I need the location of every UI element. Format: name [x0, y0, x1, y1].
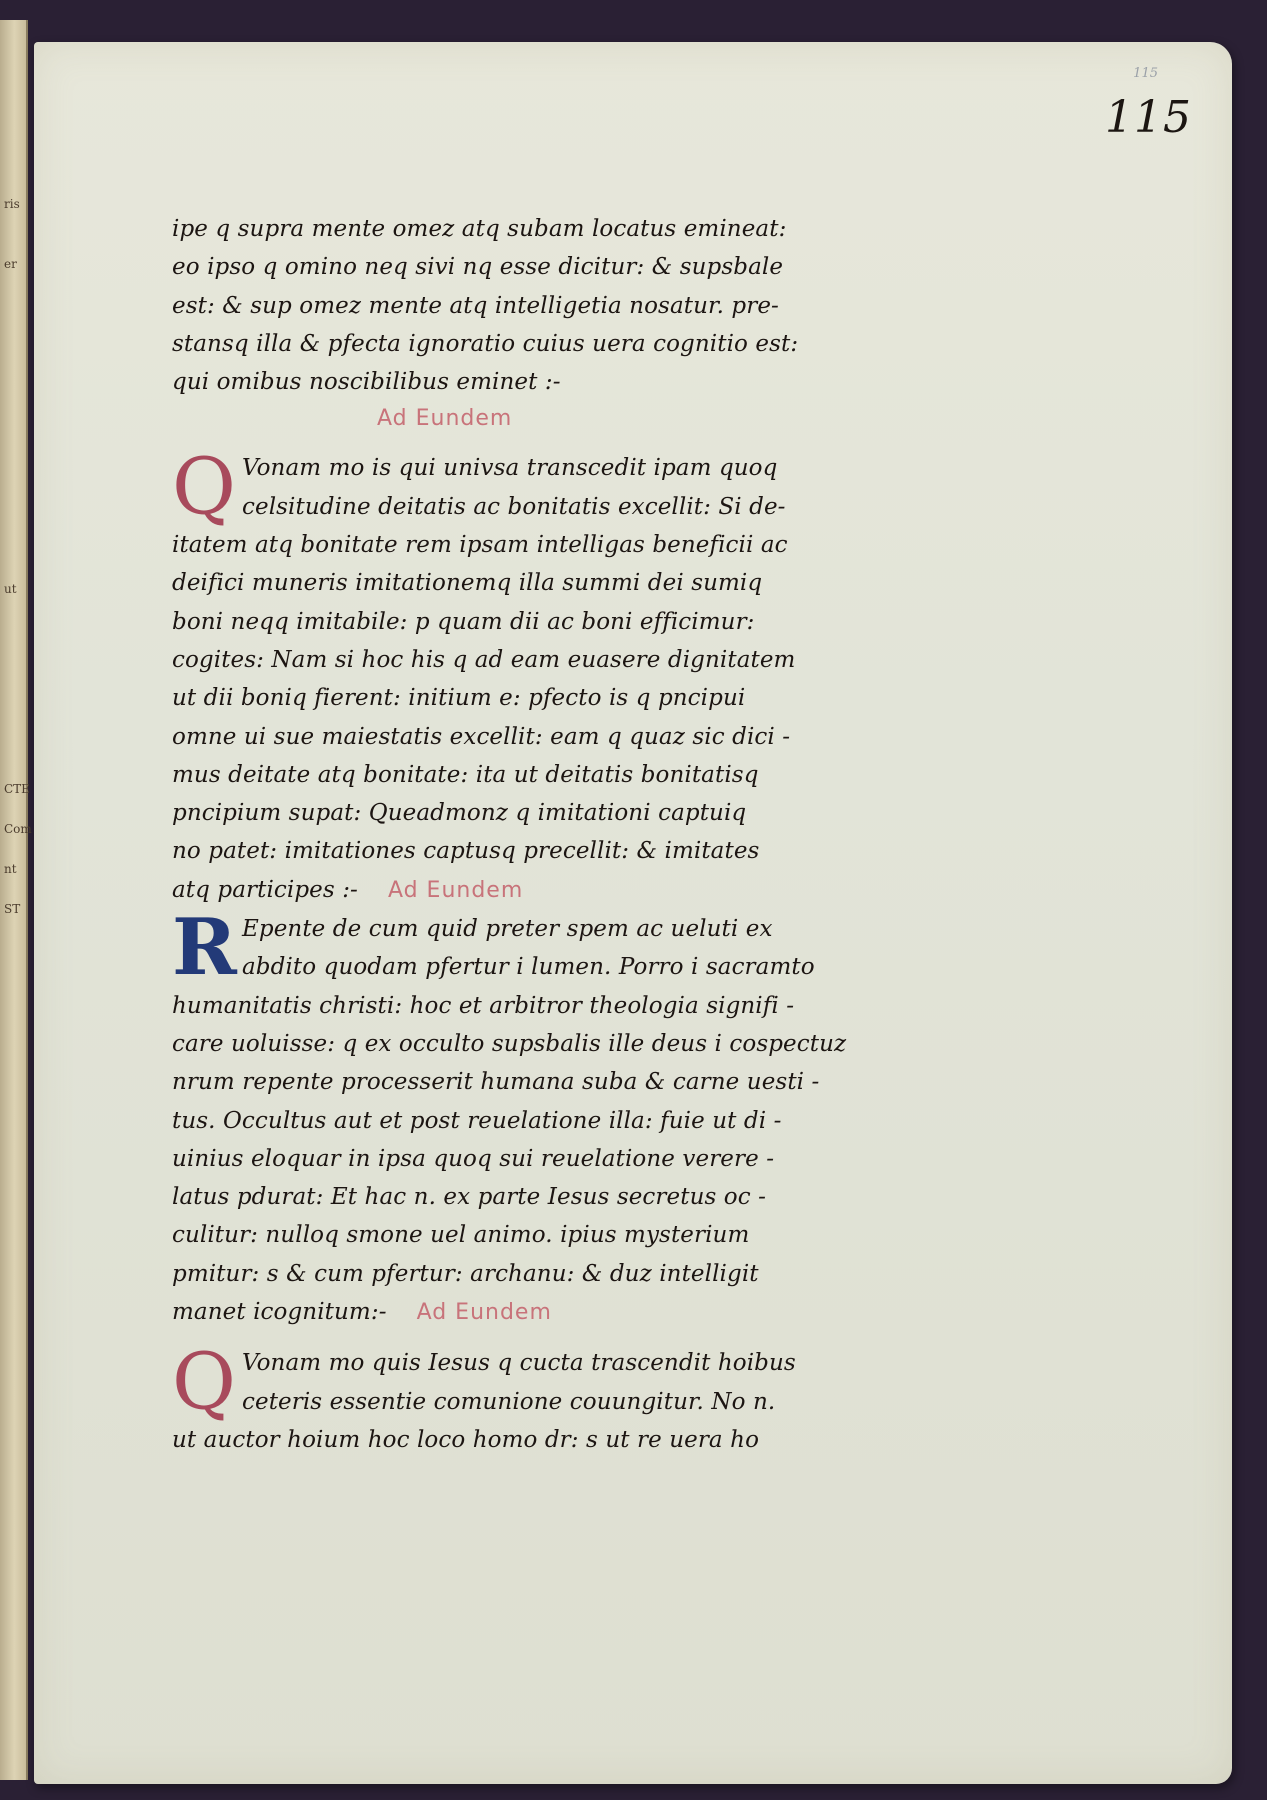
text-line: omne ui sue maiestatis excellit: eam q quaz sic dici -: [172, 723, 791, 750]
text-line: [172, 1293, 972, 1332]
text-line: celsitudine deitatis ac bonitatis excellit: Si de-: [242, 493, 786, 520]
facing-page-edge: [0, 20, 32, 1780]
rubric-heading: Ad Eundem: [377, 406, 513, 432]
margin-fragment: er: [4, 257, 17, 271]
text-column: [172, 210, 972, 1459]
text-line: qui omibus noscibilibus eminet :-: [172, 369, 561, 396]
text-line: ut auctor hoium hoc loco homo dr: s ut re uera ho: [172, 1426, 760, 1453]
text-line: pmitur: s & cum pfertur: archanu: & duz intelligit: [172, 1260, 759, 1287]
text-line: humanitatis christi: hoc et arbitror theologia signifi -: [172, 992, 795, 1019]
text-line: nrum repente processerit humana suba & carne uesti -: [172, 1069, 820, 1096]
text-line: itatem atq bonitate rem ipsam intelligas beneficii ac: [172, 532, 788, 559]
text-line: est: & sup omez mente atq intelligetia nosatur. pre-: [172, 292, 779, 319]
text-line-end: atq participes :-: [172, 876, 358, 903]
text-line: [172, 871, 972, 910]
text-line: stansq illa & pfecta ignoratio cuius uera cognitio est:: [172, 330, 799, 357]
text-line: tus. Occultus aut et post reuelatione illa: fuie ut di -: [172, 1107, 782, 1134]
margin-fragment: nt: [4, 862, 17, 876]
text-line: eo ipso q omino neq sivi nq esse dicitur: & supsbale: [172, 254, 784, 281]
paragraph-2: [172, 442, 972, 533]
text-line: ceteris essentie comunione couungitur. No n.: [242, 1388, 776, 1415]
text-line: ut dii boniq fierent: initium e: pfecto is q pncipui: [172, 685, 746, 712]
folio-number-pencil: 115: [1133, 66, 1158, 81]
margin-fragment: ris: [4, 197, 20, 211]
margin-fragment: ut: [4, 582, 17, 596]
text-line: no patet: imitationes captusq precellit: & imitates: [172, 838, 760, 865]
initial-letter: Q: [172, 1337, 236, 1428]
text-line: culitur: nulloq smone uel animo. ipius mysterium: [172, 1222, 750, 1249]
text-line: latus pdurat: Et hac n. ex parte Iesus secretus oc -: [172, 1184, 767, 1211]
text-line: Epente de cum quid preter spem ac ueluti ex: [242, 916, 773, 943]
paragraph-4: [172, 1337, 972, 1428]
margin-fragment: ST: [4, 902, 21, 916]
initial-letter: R: [172, 902, 237, 994]
text-line-end: manet icognitum:-: [172, 1299, 387, 1326]
folio-number: 115: [1105, 92, 1192, 143]
text-line: care uoluisse: q ex occulto supsbalis ille deus i cospectuz: [172, 1030, 847, 1057]
manuscript-folio: [34, 42, 1232, 1784]
text-line: cogites: Nam si hoc his q ad eam euasere dignitatem: [172, 646, 796, 673]
text-line: abdito quodam pfertur i lumen. Porro i sacramto: [242, 954, 815, 981]
text-line: deifici muneris imitationemq illa summi dei sumiq: [172, 570, 763, 597]
text-line: pncipium supat: Queadmonz q imitationi captuiq: [172, 800, 747, 827]
paragraph-3: [172, 902, 972, 994]
margin-fragment: CTE: [4, 782, 30, 796]
text-line: ipe q supra mente omez atq subam locatus emineat:: [172, 216, 787, 242]
text-line: Vonam mo is qui univsa transcedit ipam quoq: [242, 455, 778, 482]
text-line: uinius eloquar in ipsa quoq sui reuelatione verere -: [172, 1145, 775, 1172]
initial-letter: Q: [172, 442, 236, 533]
text-line: boni neqq imitabile: p quam dii ac boni efficimur:: [172, 608, 755, 635]
rubric-heading: Ad Eundem: [387, 877, 524, 903]
margin-fragment: Com: [4, 822, 32, 836]
text-line: mus deitate atq bonitate: ita ut deitatis bonitatisq: [172, 761, 759, 788]
rubric-heading: Ad Eundem: [416, 1300, 552, 1326]
paragraph-1: [172, 210, 972, 437]
text-line: Vonam mo quis Iesus q cucta trascendit hoibus: [242, 1350, 796, 1377]
